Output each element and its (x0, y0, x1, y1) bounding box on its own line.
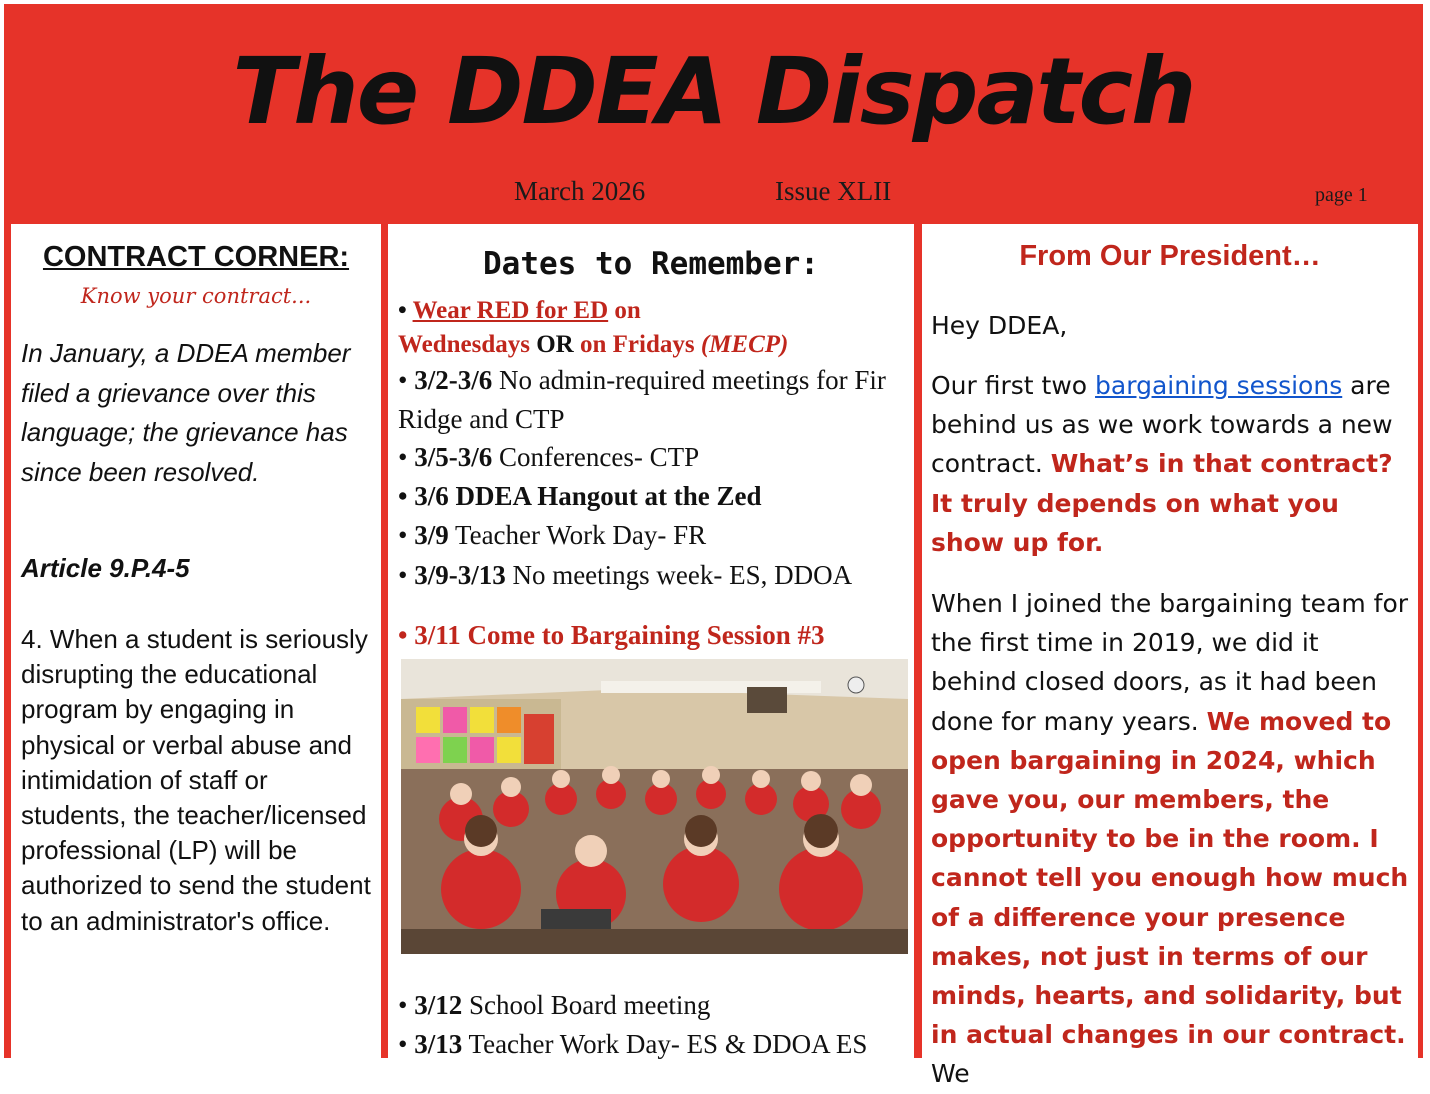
date-text: Teacher Work Day- ES & DDOA ES (462, 1029, 868, 1059)
paragraph-text: When I joined the bargaining team for the first time in 2019, we did it behind closed doors, as it had been done for many years. (931, 589, 1409, 736)
president-column (922, 224, 1418, 1089)
date-text: No admin-required meetings for Fir Ridge and CTP (398, 365, 886, 434)
date-item: • 3/2-3/6 No admin-required meetings for Fir Ridge and CTP (398, 365, 886, 434)
bargaining-sessions-link[interactable]: bargaining sessions (1095, 371, 1343, 400)
date-label: 3/12 (414, 990, 463, 1020)
newsletter-title: The DDEA Dispatch (232, 38, 1195, 145)
date-label: 3/2-3/6 (414, 365, 493, 395)
date-text: Teacher Work Day- FR (448, 520, 707, 550)
date-item: • 3/9-3/13 No meetings week- ES, DDOA (398, 560, 853, 590)
contract-corner-subheading: Know your contract... (80, 284, 312, 308)
date-text: School Board meeting (462, 990, 711, 1020)
article-reference: Article 9.P.4-5 (21, 553, 190, 583)
page-number: page 1 (1315, 184, 1368, 206)
contract-corner-column (11, 224, 381, 1058)
date-item: • 3/12 School Board meeting (398, 990, 711, 1020)
wear-red-on: on (608, 297, 641, 324)
date-item: • 3/6 DDEA Hangout at the Zed (398, 481, 762, 511)
president-heading: From Our President… (1019, 240, 1321, 272)
date-label: 3/5-3/6 (414, 442, 493, 472)
issue-date: March 2026 (514, 176, 646, 206)
dates-column (388, 224, 914, 1058)
president-paragraph-2 (931, 584, 1411, 1094)
dates-heading: Dates to Remember: (483, 246, 819, 282)
date-label: 3/13 (414, 1029, 463, 1059)
crowd-photo-illustration (401, 659, 908, 954)
masthead (4, 4, 1423, 226)
issue-number: Issue XLII (775, 176, 892, 206)
wear-red-wednesdays: Wednesdays (398, 331, 530, 358)
date-label: 3/9-3/13 (414, 560, 506, 590)
wear-red-mecp: (MECP) (700, 331, 789, 358)
paragraph-text: are behind us as we work towards a new contract. (931, 371, 1393, 479)
president-paragraph-1 (931, 366, 1411, 562)
bargaining-session-photo (401, 659, 908, 954)
article-text: 4. When a student is seriously disrupting the educational program by engaging in physical or verbal abuse and intimidation of staff or students, the teacher/licensed professional (LP) will be authorized to send the student to an administrator's office. (21, 624, 371, 936)
date-text: Conferences- CTP (492, 442, 700, 472)
paragraph-text: We (931, 1059, 970, 1089)
date-item: • 3/5-3/6 Conferences- CTP (398, 442, 700, 472)
greeting: Hey DDEA, (931, 311, 1068, 340)
grievance-note: In January, a DDEA member filed a grievance over this language; the grievance has since been resolved. (21, 338, 351, 487)
wear-red-item (398, 294, 908, 362)
date-label: 3/9 (414, 520, 449, 550)
wear-red-fridays: on Fridays (579, 331, 701, 358)
date-item: • 3/9 Teacher Work Day- FR (398, 520, 707, 550)
date-text: DDEA Hangout at the Zed (448, 481, 762, 511)
date-text: No meetings week- ES, DDOA (505, 560, 853, 590)
highlighted-text: We moved to open bargaining in 2024, which gave you, our members, the opportunity to be in the room. I cannot tell you enough how much of a difference your presence makes, not just in terms of our minds, hearts, and solidarity, but in actual changes in our contract. (931, 706, 1409, 1050)
paragraph-text: Our first two (931, 371, 1096, 400)
bullet: • (398, 297, 413, 324)
highlighted-text: What’s in that contract? It truly depends on what you show up for. (931, 449, 1393, 557)
date-item: • 3/13 Teacher Work Day- ES & DDOA ES (398, 1029, 868, 1059)
wear-red-link[interactable]: Wear RED for ED (412, 297, 609, 324)
bargaining-session-item: • 3/11 Come to Bargaining Session #3 (398, 620, 825, 650)
wear-red-or: OR (529, 331, 580, 358)
date-label: 3/6 (414, 481, 449, 511)
contract-corner-heading: CONTRACT CORNER: (42, 241, 350, 273)
